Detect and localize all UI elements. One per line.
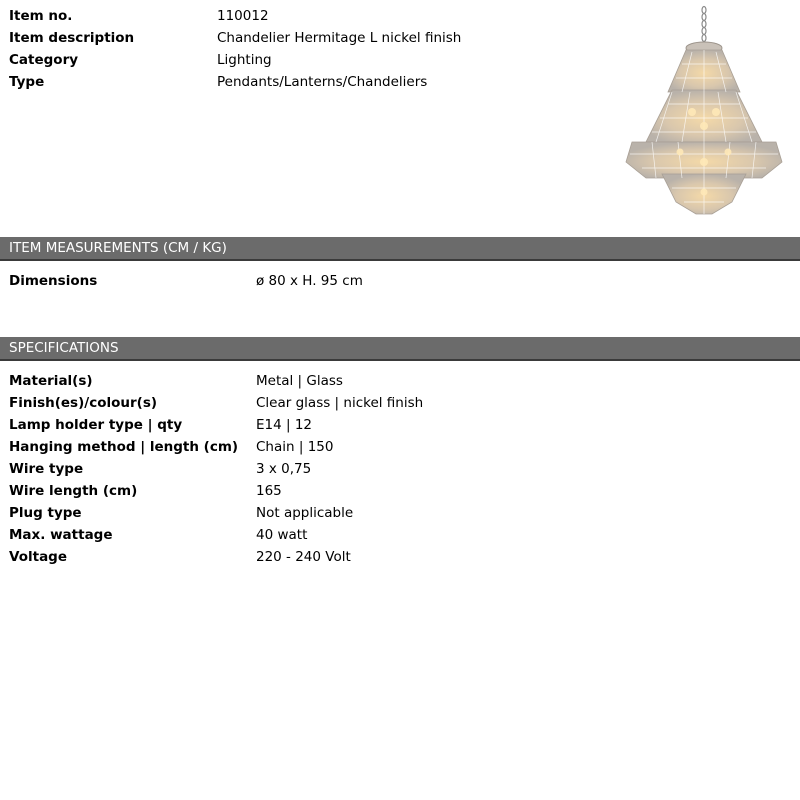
dimensions-value: ø 80 x H. 95 cm [256,273,363,289]
spec-value: Chain | 150 [256,439,334,455]
spec-value: 40 watt [256,527,308,543]
type-value: Pendants/Lanterns/Chandeliers [217,74,428,90]
spec-label: Wire length (cm) [9,483,138,499]
spec-label: Hanging method | length (cm) [9,439,239,455]
chandelier-product-image [612,2,798,220]
spec-value: Not applicable [256,505,354,521]
item-description-value: Chandelier Hermitage L nickel finish [217,30,462,46]
spec-label: Material(s) [9,373,93,389]
item-number-label: Item no. [9,8,73,24]
spec-label: Lamp holder type | qty [9,417,183,433]
item-number-value: 110012 [217,8,269,24]
category-value: Lighting [217,52,272,68]
spec-label: Max. wattage [9,527,113,543]
specifications-section-header [0,337,800,361]
spec-value: E14 | 12 [256,417,313,433]
spec-label: Voltage [9,549,67,565]
measurements-section-header [0,237,800,261]
category-label: Category [9,52,79,68]
dimensions-label: Dimensions [9,273,98,289]
specifications-section-title: SPECIFICATIONS [9,340,119,356]
item-description-label: Item description [9,30,135,46]
spec-value: Clear glass | nickel finish [256,395,424,411]
spec-value: 165 [256,483,282,499]
spec-label: Wire type [9,461,84,477]
spec-value: Metal | Glass [256,373,343,389]
spec-label: Plug type [9,505,82,521]
spec-label: Finish(es)/colour(s) [9,395,158,411]
spec-value: 220 - 240 Volt [256,549,351,565]
measurements-section-title: ITEM MEASUREMENTS (CM / KG) [9,240,227,256]
type-label: Type [9,74,45,90]
spec-value: 3 x 0,75 [256,461,312,477]
